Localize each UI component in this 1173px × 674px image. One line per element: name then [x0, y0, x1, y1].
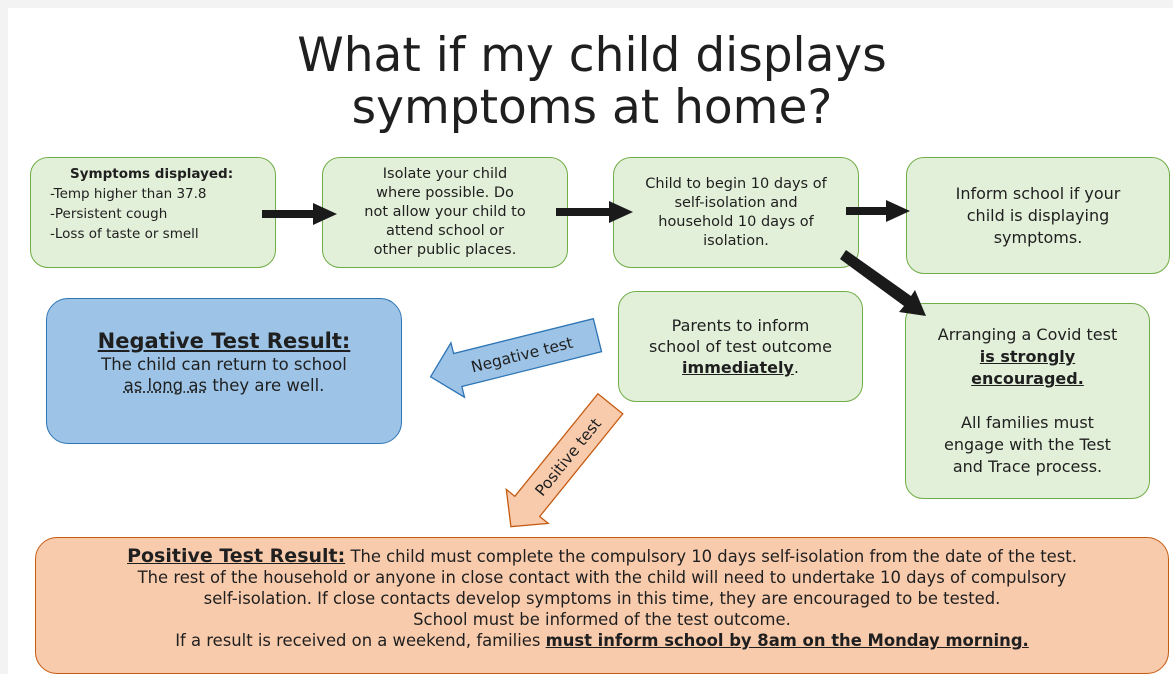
- symptom-item: -Loss of taste or smell: [50, 226, 199, 242]
- positive-test-arrow: [490, 387, 631, 544]
- self-isolation-line: household 10 days of: [658, 213, 814, 230]
- covid-test-emphasis: is strongly: [979, 347, 1076, 366]
- covid-test-emphasis: encouraged.: [971, 369, 1084, 388]
- covid-test-line: and Trace process.: [952, 457, 1103, 476]
- flow-arrow-diagonal: [840, 250, 926, 316]
- inform-school-line: Inform school if your: [955, 183, 1121, 203]
- symptom-item: -Persistent cough: [50, 206, 168, 222]
- parents-inform-suffix: .: [793, 358, 799, 377]
- inform-school-line: symptoms.: [993, 227, 1083, 247]
- isolate-line: not allow your child to: [364, 204, 526, 220]
- immediately-emphasis: immediately: [682, 358, 794, 377]
- self-isolation-line: self-isolation and: [674, 194, 798, 211]
- flow-arrow-1: [262, 203, 337, 225]
- positive-result-text: The child must complete the compulsory 10 days self-isolation from the date of the test.: [345, 547, 1077, 566]
- positive-result-line: The rest of the household or anyone in close contact with the child will need to undertake 10 days of compulsory: [137, 568, 1067, 587]
- negative-result-line-tail: they are well.: [207, 376, 325, 395]
- isolate-line: attend school or: [385, 223, 505, 239]
- flow-arrow-2: [556, 201, 633, 223]
- positive-test-label: Positive test: [531, 414, 606, 500]
- negative-test-arrow: [424, 308, 604, 404]
- flow-arrow-3: [846, 200, 910, 222]
- weekend-text: If a result is received on a weekend, families: [175, 631, 546, 650]
- positive-result-heading: Positive Test Result:: [127, 545, 346, 567]
- title-line-1: What if my child displays: [297, 28, 887, 83]
- self-isolation-line: isolation.: [703, 232, 769, 249]
- symptoms-heading: Symptoms displayed:: [70, 166, 234, 182]
- negative-test-label: Negative test: [469, 333, 575, 377]
- covid-test-line: engage with the Test: [944, 435, 1111, 454]
- negative-result-line: The child can return to school: [101, 355, 347, 374]
- symptom-item: -Temp higher than 37.8: [50, 186, 207, 202]
- as-long-as-text: as long as: [123, 376, 208, 395]
- isolate-line: other public places.: [373, 242, 517, 258]
- positive-result-line: School must be informed of the test outcome.: [413, 610, 791, 629]
- covid-test-line: All families must: [961, 413, 1094, 432]
- self-isolation-line: Child to begin 10 days of: [645, 175, 827, 192]
- inform-school-line: child is displaying: [966, 205, 1110, 225]
- isolate-line: where possible. Do: [376, 185, 514, 201]
- positive-result-line: self-isolation. If close contacts develop symptoms in this time, they are encouraged to be tested.: [203, 589, 1001, 608]
- covid-test-line: Arranging a Covid test: [937, 325, 1118, 344]
- isolate-line: Isolate your child: [382, 166, 508, 182]
- monday-deadline-emphasis: must inform school by 8am on the Monday morning.: [545, 631, 1029, 650]
- title-line-2: symptoms at home?: [351, 80, 833, 135]
- negative-result-heading: Negative Test Result:: [97, 329, 351, 353]
- parents-inform-line: Parents to inform: [671, 316, 810, 335]
- parents-inform-line: school of test outcome: [649, 337, 832, 356]
